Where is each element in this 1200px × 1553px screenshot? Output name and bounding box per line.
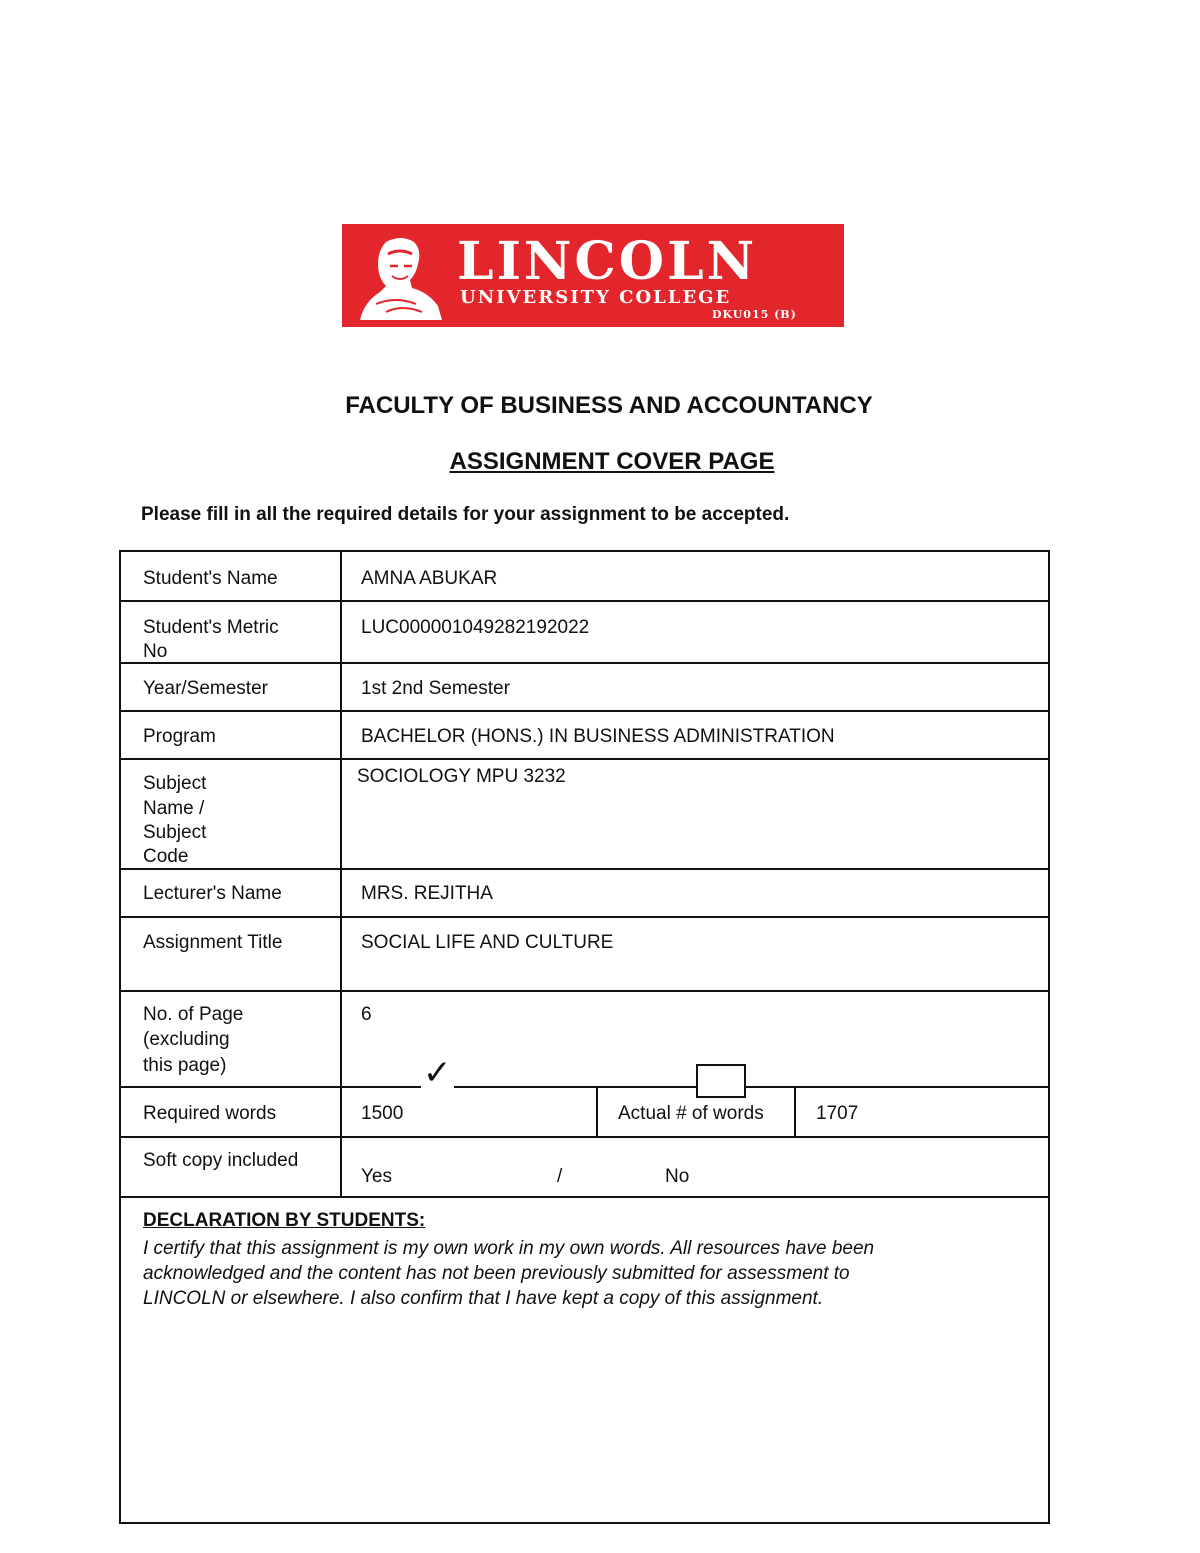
lecturer-value[interactable]: MRS. REJITHA: [361, 883, 493, 904]
row-divider: [121, 758, 1048, 760]
metric-no-value[interactable]: LUC000001049282192022: [361, 617, 590, 638]
subject-label-line2: Name /: [143, 798, 205, 819]
soft-copy-label: Soft copy included: [143, 1150, 299, 1171]
soft-copy-yes[interactable]: Yes: [361, 1166, 392, 1187]
row-divider: [121, 1086, 1048, 1088]
declaration-heading: DECLARATION BY STUDENTS:: [143, 1210, 426, 1231]
subject-value[interactable]: SOCIOLOGY MPU 3232: [357, 766, 566, 787]
assignment-title-value[interactable]: SOCIAL LIFE AND CULTURE: [361, 932, 614, 953]
column-divider: [596, 1086, 598, 1138]
row-divider: [121, 1136, 1048, 1138]
row-divider: [121, 662, 1048, 664]
logo-name: LINCOLN: [457, 231, 758, 292]
actual-words-label: Actual # of words: [618, 1103, 764, 1124]
row-divider: [121, 990, 1048, 992]
subject-label-line3: Subject: [143, 822, 207, 843]
pages-label-line3: this page): [143, 1055, 227, 1076]
logo-subtitle: UNIVERSITY COLLEGE: [460, 287, 732, 308]
logo-registration: DKU015 (B): [712, 308, 797, 321]
faculty-heading: FACULTY OF BUSINESS AND ACCOUNTANCY: [345, 392, 873, 419]
soft-copy-separator: /: [557, 1166, 563, 1187]
metric-no-label-line2: No: [143, 641, 168, 662]
pages-label-line1: No. of Page: [143, 1004, 244, 1025]
declaration-line: I certify that this assignment is my own work in my own words. All resources have been: [143, 1238, 875, 1259]
declaration-line: acknowledged and the content has not been previously submitted for assessment to: [143, 1263, 850, 1284]
university-logo: [342, 224, 844, 327]
year-semester-label: Year/Semester: [143, 678, 268, 699]
column-divider: [340, 552, 342, 1198]
column-divider: [794, 1086, 796, 1138]
subject-label-line1: Subject: [143, 773, 207, 794]
declaration-text: [143, 1236, 1003, 1311]
soft-copy-no[interactable]: No: [665, 1166, 690, 1187]
pages-label-line2: (excluding: [143, 1029, 230, 1050]
year-semester-value[interactable]: 1st 2nd Semester: [361, 678, 510, 699]
assignment-title-label: Assignment Title: [143, 932, 283, 953]
student-name-label: Student's Name: [143, 568, 278, 589]
program-label: Program: [143, 726, 216, 747]
yes-checkmark-icon[interactable]: ✓: [423, 1054, 452, 1092]
no-checkbox[interactable]: [696, 1064, 746, 1098]
row-divider: [121, 916, 1048, 918]
student-name-value[interactable]: AMNA ABUKAR: [361, 568, 498, 589]
subject-label-line4: Code: [143, 846, 189, 867]
metric-no-label-line1: Student's Metric: [143, 617, 279, 638]
row-divider: [121, 710, 1048, 712]
page-title: ASSIGNMENT COVER PAGE: [449, 448, 775, 475]
declaration-line: LINCOLN or elsewhere. I also confirm that I have kept a copy of this assignment.: [143, 1288, 824, 1309]
pages-value[interactable]: 6: [361, 1004, 372, 1025]
row-divider: [121, 600, 1048, 602]
lecturer-label: Lecturer's Name: [143, 883, 282, 904]
required-words-value[interactable]: 1500: [361, 1103, 404, 1124]
program-value[interactable]: BACHELOR (HONS.) IN BUSINESS ADMINISTRATION: [361, 726, 835, 747]
row-divider: [121, 1196, 1048, 1198]
instruction-text: Please fill in all the required details for your assignment to be accepted.: [141, 504, 790, 525]
required-words-label: Required words: [143, 1103, 277, 1124]
actual-words-value[interactable]: 1707: [816, 1103, 859, 1124]
row-divider: [121, 868, 1048, 870]
cover-form-table: [119, 550, 1050, 1524]
bust-portrait-icon: [356, 234, 446, 320]
